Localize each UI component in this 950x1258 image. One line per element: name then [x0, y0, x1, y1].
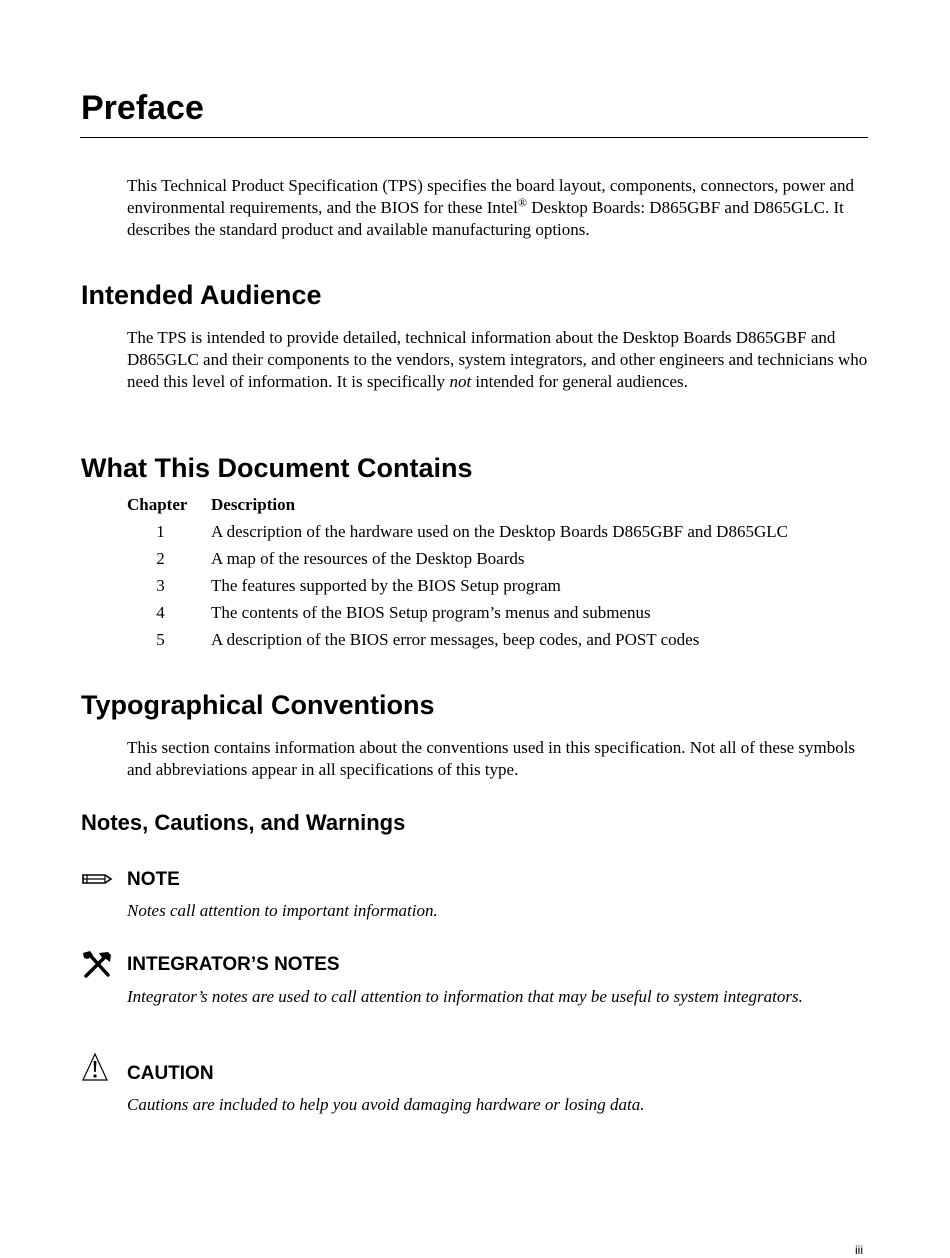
chapter-number: 1: [156, 522, 165, 541]
chapter-description: A description of the BIOS error messages, beep codes, and POST codes: [211, 630, 700, 649]
intro-text-1: This Technical Product Specification (TPS) specifies the board layout, components, connectors, power and environmental requirements, and the BIOS for these Intel: [127, 176, 854, 217]
audience-text-1: The TPS is intended to provide detailed, technical information about the Desktop Boards D865GBF and D865GLC and their components to the vendors, system integrators, and other engineers and technicians who need this level of information. It is specifically: [127, 328, 868, 391]
chapter-description: A description of the hardware used on the Desktop Boards D865GBF and D865GLC: [211, 522, 788, 541]
notices-heading: Notes, Cautions, and Warnings: [81, 810, 406, 835]
audience-text-2: intended for general audiences.: [471, 372, 688, 391]
chapter-number: 2: [156, 549, 165, 568]
note-text: Notes call attention to important information.: [127, 901, 438, 920]
warning-triangle-icon: [81, 1052, 109, 1087]
chapter-number: 5: [156, 630, 165, 649]
conventions-heading: Typographical Conventions: [81, 690, 435, 720]
audience-emphasis: not: [449, 372, 472, 391]
pencil-icon: [81, 870, 113, 893]
note-title: NOTE: [127, 869, 180, 890]
contents-heading: What This Document Contains: [81, 453, 473, 483]
chapter-number: 4: [156, 603, 165, 622]
title-rule: [80, 137, 868, 138]
page-title: Preface: [81, 89, 204, 127]
chapter-number: 3: [156, 576, 165, 595]
description-column-header: Description: [211, 495, 296, 514]
tools-icon: [81, 950, 113, 985]
chapter-description: The features supported by the BIOS Setup program: [211, 576, 561, 595]
intro-paragraph: [127, 175, 872, 241]
intro-text-2: Desktop Boards: D865GBF and D865GLC. It describes the standard product and available manufacturing options.: [127, 198, 844, 239]
integrator-notes-text: Integrator’s notes are used to call attention to information that may be useful to system integrators.: [127, 987, 803, 1006]
chapter-description: A map of the resources of the Desktop Boards: [211, 549, 525, 568]
audience-paragraph: [127, 327, 872, 393]
intended-audience-heading: Intended Audience: [81, 280, 322, 310]
page-number: iii: [855, 1243, 863, 1257]
integrator-notes-title: INTEGRATOR’S NOTES: [127, 954, 340, 975]
registered-mark: ®: [517, 195, 528, 210]
conventions-paragraph: This section contains information about the conventions used in this specification. Not all of these symbols and abbreviations appear in all specifications of this type.: [127, 738, 856, 779]
caution-title: CAUTION: [127, 1063, 214, 1084]
chapter-description: The contents of the BIOS Setup program’s menus and submenus: [211, 603, 651, 622]
chapter-column-header: Chapter: [127, 495, 188, 514]
caution-text: Cautions are included to help you avoid damaging hardware or losing data.: [127, 1095, 645, 1114]
